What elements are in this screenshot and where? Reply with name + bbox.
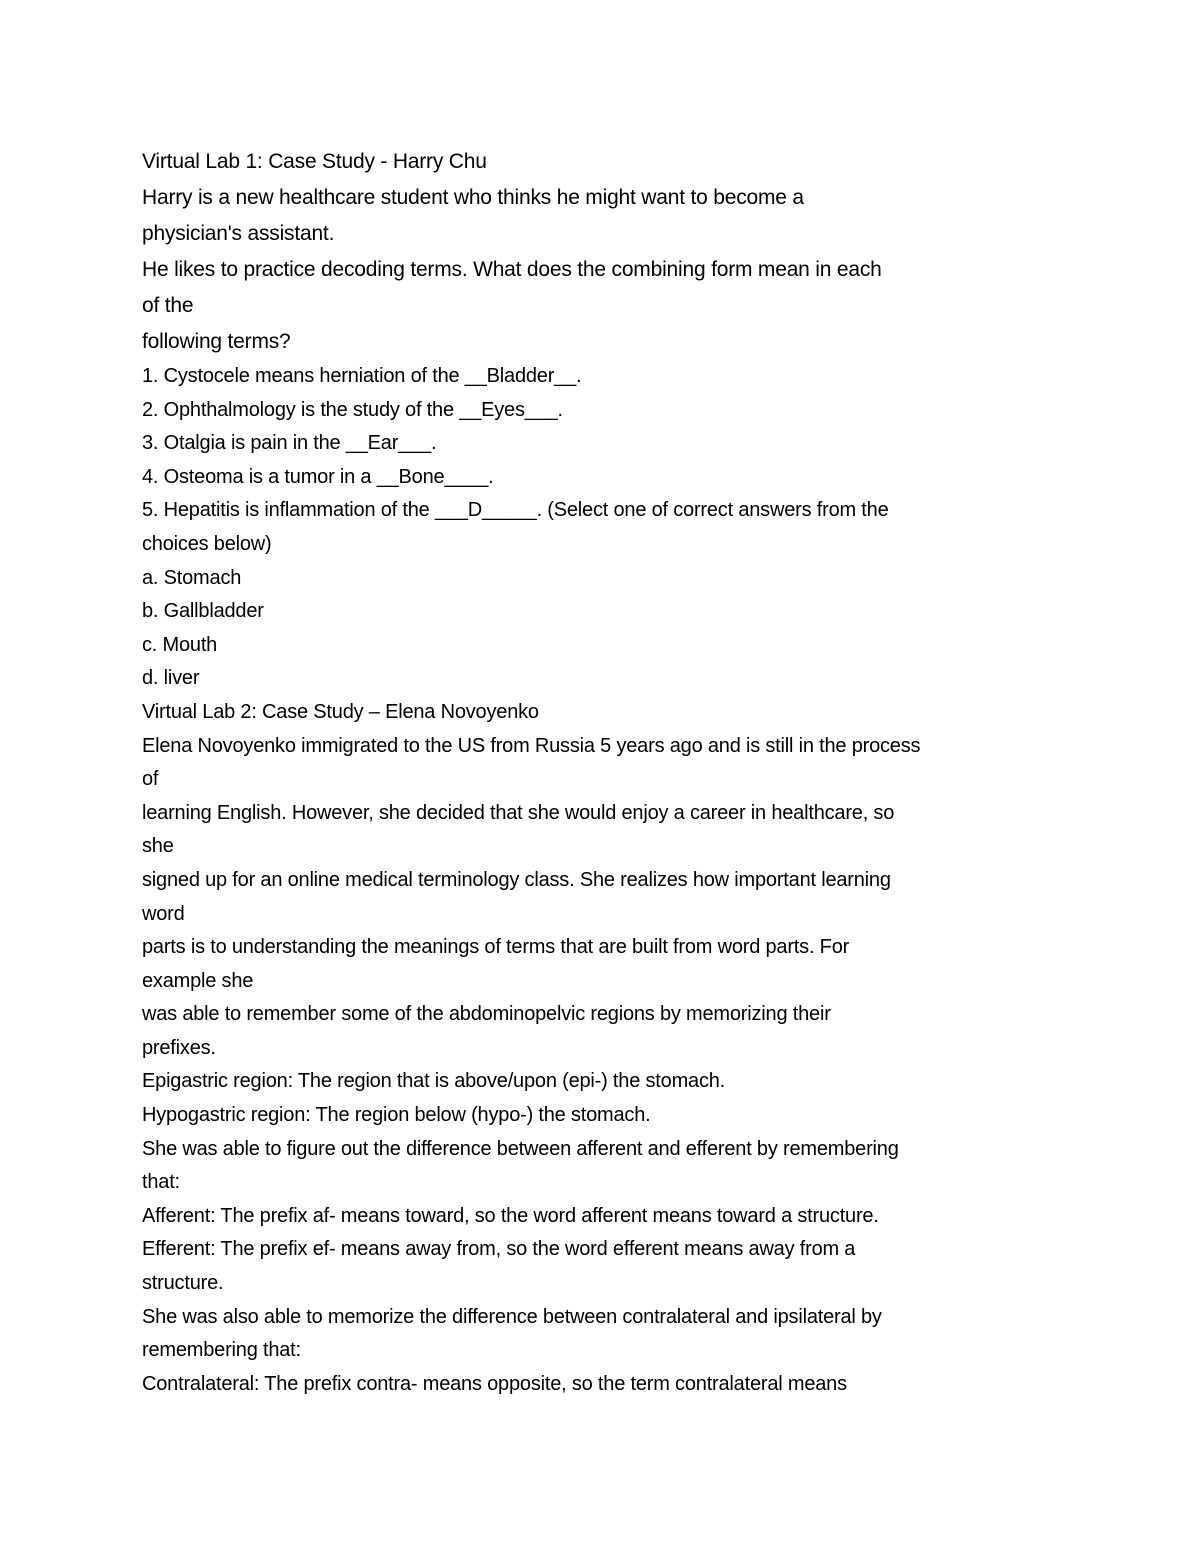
lab2-line: remembering that: <box>142 1339 301 1362</box>
lab2-line: was able to remember some of the abdominopelvic regions by memorizing their <box>142 1003 831 1026</box>
lab1-question: 3. Otalgia is pain in the __Ear___. <box>142 432 437 455</box>
lab2-line: Epigastric region: The region that is above/upon (epi-) the stomach. <box>142 1070 726 1093</box>
lab2-line: Efferent: The prefix ef- means away from, so the word efferent means away from a <box>142 1238 856 1261</box>
lab1-question: 5. Hepatitis is inflammation of the ___D_____. (Select one of correct answers from the <box>142 499 889 522</box>
lab1-question: 1. Cystocele means herniation of the __Bladder__. <box>142 365 582 387</box>
lab2-line: She was also able to memorize the difference between contralateral and ipsilateral by <box>142 1305 882 1328</box>
lab1-question: 4. Osteoma is a tumor in a __Bone____. <box>142 465 494 488</box>
lab1-choice: a. Stomach <box>142 566 242 589</box>
lab2-title: Virtual Lab 2: Case Study – Elena Novoyenko <box>142 700 539 723</box>
lab1-choice: c. Mouth <box>142 633 218 656</box>
lab2-line: signed up for an online medical terminology class. She realizes how important learning <box>142 868 891 891</box>
lab1-intro-line: Harry is a new healthcare student who thinks he might want to become a <box>142 186 804 209</box>
lab2-line: Hypogastric region: The region below (hypo-) the stomach. <box>142 1104 651 1127</box>
lab2-line: Elena Novoyenko immigrated to the US from Russia 5 years ago and is still in the process <box>142 734 921 757</box>
lab2-line: learning English. However, she decided that she would enjoy a career in healthcare, so <box>142 801 895 824</box>
lab2-line: She was able to figure out the difference between afferent and efferent by remembering <box>142 1137 899 1160</box>
lab2-line: example she <box>142 969 254 992</box>
lab2-line: structure. <box>142 1272 224 1295</box>
lab1-intro-line: following terms? <box>142 330 291 353</box>
lab1-intro-line: He likes to practice decoding terms. What does the combining form mean in each <box>142 258 882 281</box>
lab2-line: Contralateral: The prefix contra- means opposite, so the term contralateral means <box>142 1372 847 1395</box>
lab2-line: word <box>142 902 185 925</box>
lab2-line: Afferent: The prefix af- means toward, so the word afferent means toward a structure. <box>142 1204 879 1227</box>
lab1-title: Virtual Lab 1: Case Study - Harry Chu <box>142 150 487 173</box>
lab2-line: prefixes. <box>142 1036 216 1059</box>
lab2-line: parts is to understanding the meanings of terms that are built from word parts. For <box>142 936 850 959</box>
lab2-line: she <box>142 835 174 858</box>
document-body <box>142 144 1072 1401</box>
lab1-choice: d. liver <box>142 667 200 690</box>
lab1-choice: b. Gallbladder <box>142 600 264 623</box>
lab1-intro-line: physician's assistant. <box>142 222 335 245</box>
lab2-line: of <box>142 768 159 791</box>
lab1-question: 2. Ophthalmology is the study of the __Eyes___. <box>142 398 563 421</box>
lab2-line: that: <box>142 1171 180 1194</box>
lab1-question: choices below) <box>142 532 272 555</box>
lab1-intro-line: of the <box>142 294 194 317</box>
